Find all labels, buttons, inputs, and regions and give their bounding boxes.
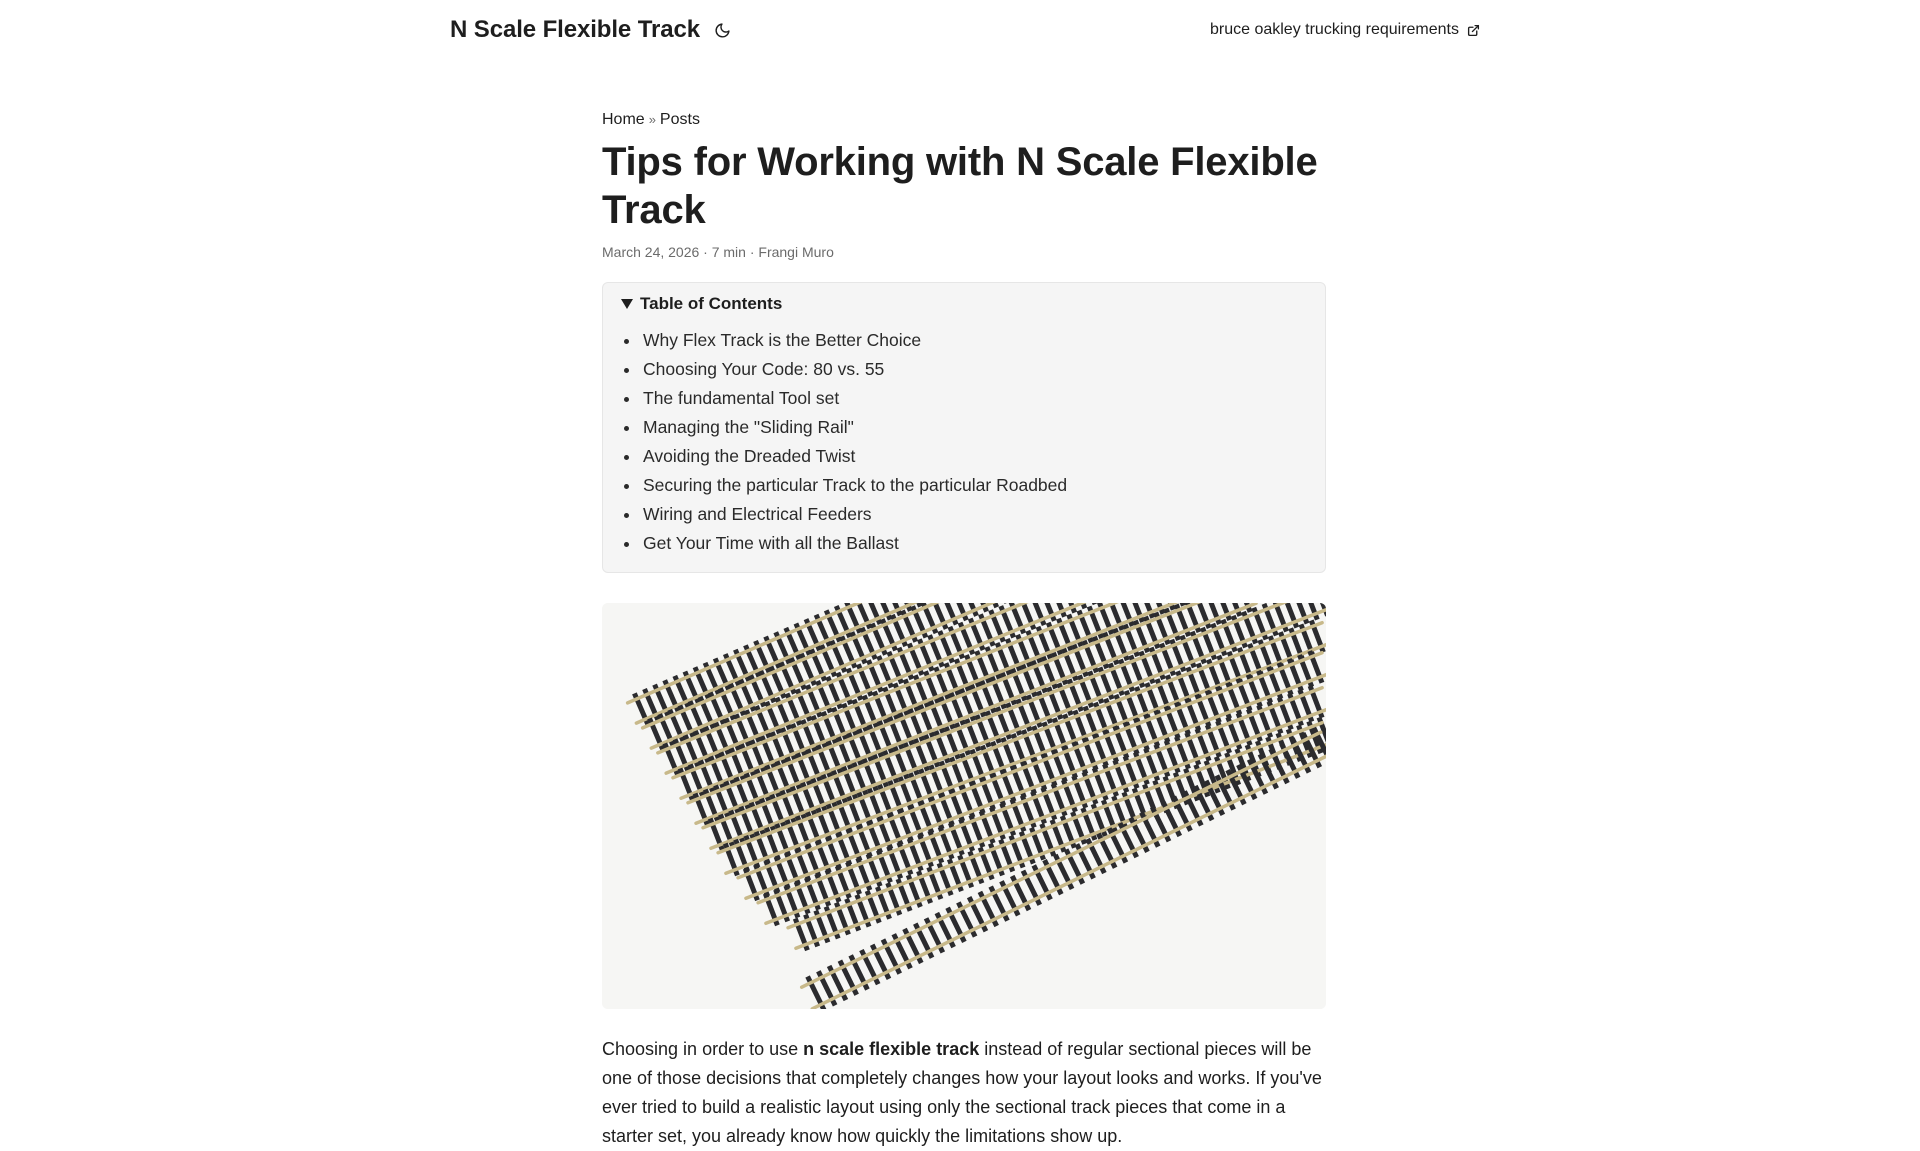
- triangle-down-icon: [621, 299, 633, 309]
- intro-text-after: instead of regular sectional pieces will be one of those decisions that completely changes how your layout looks and works. If you've ever tried to build a realistic layout using only the sectional track pieces that come in a starter set, you already know how quickly the limitations show up.: [602, 1039, 1322, 1146]
- list-item: [641, 471, 1307, 500]
- post-intro-paragraph: [602, 1035, 1326, 1151]
- nav-link-label: bruce oakley trucking requirements: [1209, 21, 1459, 38]
- list-item: [641, 355, 1307, 384]
- list-item: [641, 413, 1307, 442]
- toc-toggle[interactable]: [621, 293, 1307, 315]
- nav-link-external[interactable]: [1210, 21, 1480, 39]
- toc-list: [621, 326, 1307, 558]
- list-item: [641, 326, 1307, 355]
- list-item: [641, 529, 1307, 558]
- toc-link-flex-track[interactable]: Why Flex Track is the Better Choice: [643, 330, 922, 350]
- toc-link-tool-set[interactable]: The fundamental Tool set: [643, 388, 840, 408]
- breadcrumb-posts[interactable]: Posts: [659, 111, 700, 128]
- site-header: [450, 0, 1480, 60]
- toc-summary-label: Table of Contents: [640, 294, 783, 313]
- cover-image: [602, 603, 1326, 1009]
- toc-link-twist[interactable]: Avoiding the Dreaded Twist: [643, 446, 856, 466]
- intro-keyword: n scale flexible track: [803, 1039, 980, 1059]
- breadcrumb-home[interactable]: Home: [602, 111, 645, 128]
- breadcrumb-separator: »: [648, 112, 656, 127]
- toc-link-sliding-rail[interactable]: Managing the "Sliding Rail": [643, 417, 854, 437]
- main-content: [602, 108, 1326, 1151]
- toc-link-code[interactable]: Choosing Your Code: 80 vs. 55: [643, 359, 885, 379]
- table-of-contents: [602, 282, 1326, 573]
- theme-toggle-button[interactable]: [713, 20, 733, 40]
- intro-text-before: Choosing in order to use: [602, 1039, 804, 1059]
- moon-icon: [714, 22, 731, 39]
- site-logo[interactable]: N Scale Flexible Track: [450, 16, 700, 43]
- list-item: [641, 500, 1307, 529]
- toc-link-roadbed[interactable]: Securing the particular Track to the particular Roadbed: [643, 475, 1068, 495]
- external-link-icon: [1467, 24, 1480, 37]
- toc-link-ballast[interactable]: Get Your Time with all the Ballast: [643, 533, 899, 553]
- flex-track-photo: [602, 603, 1326, 1009]
- logo-switcher: [450, 16, 733, 44]
- toc-link-wiring[interactable]: Wiring and Electrical Feeders: [643, 504, 872, 524]
- post-meta: March 24, 2026 · 7 min · Frangi Muro: [602, 244, 834, 260]
- page-title: Tips for Working with N Scale Flexible Track: [602, 140, 1318, 232]
- list-item: [641, 442, 1307, 471]
- list-item: [641, 384, 1307, 413]
- breadcrumb: [602, 108, 1326, 132]
